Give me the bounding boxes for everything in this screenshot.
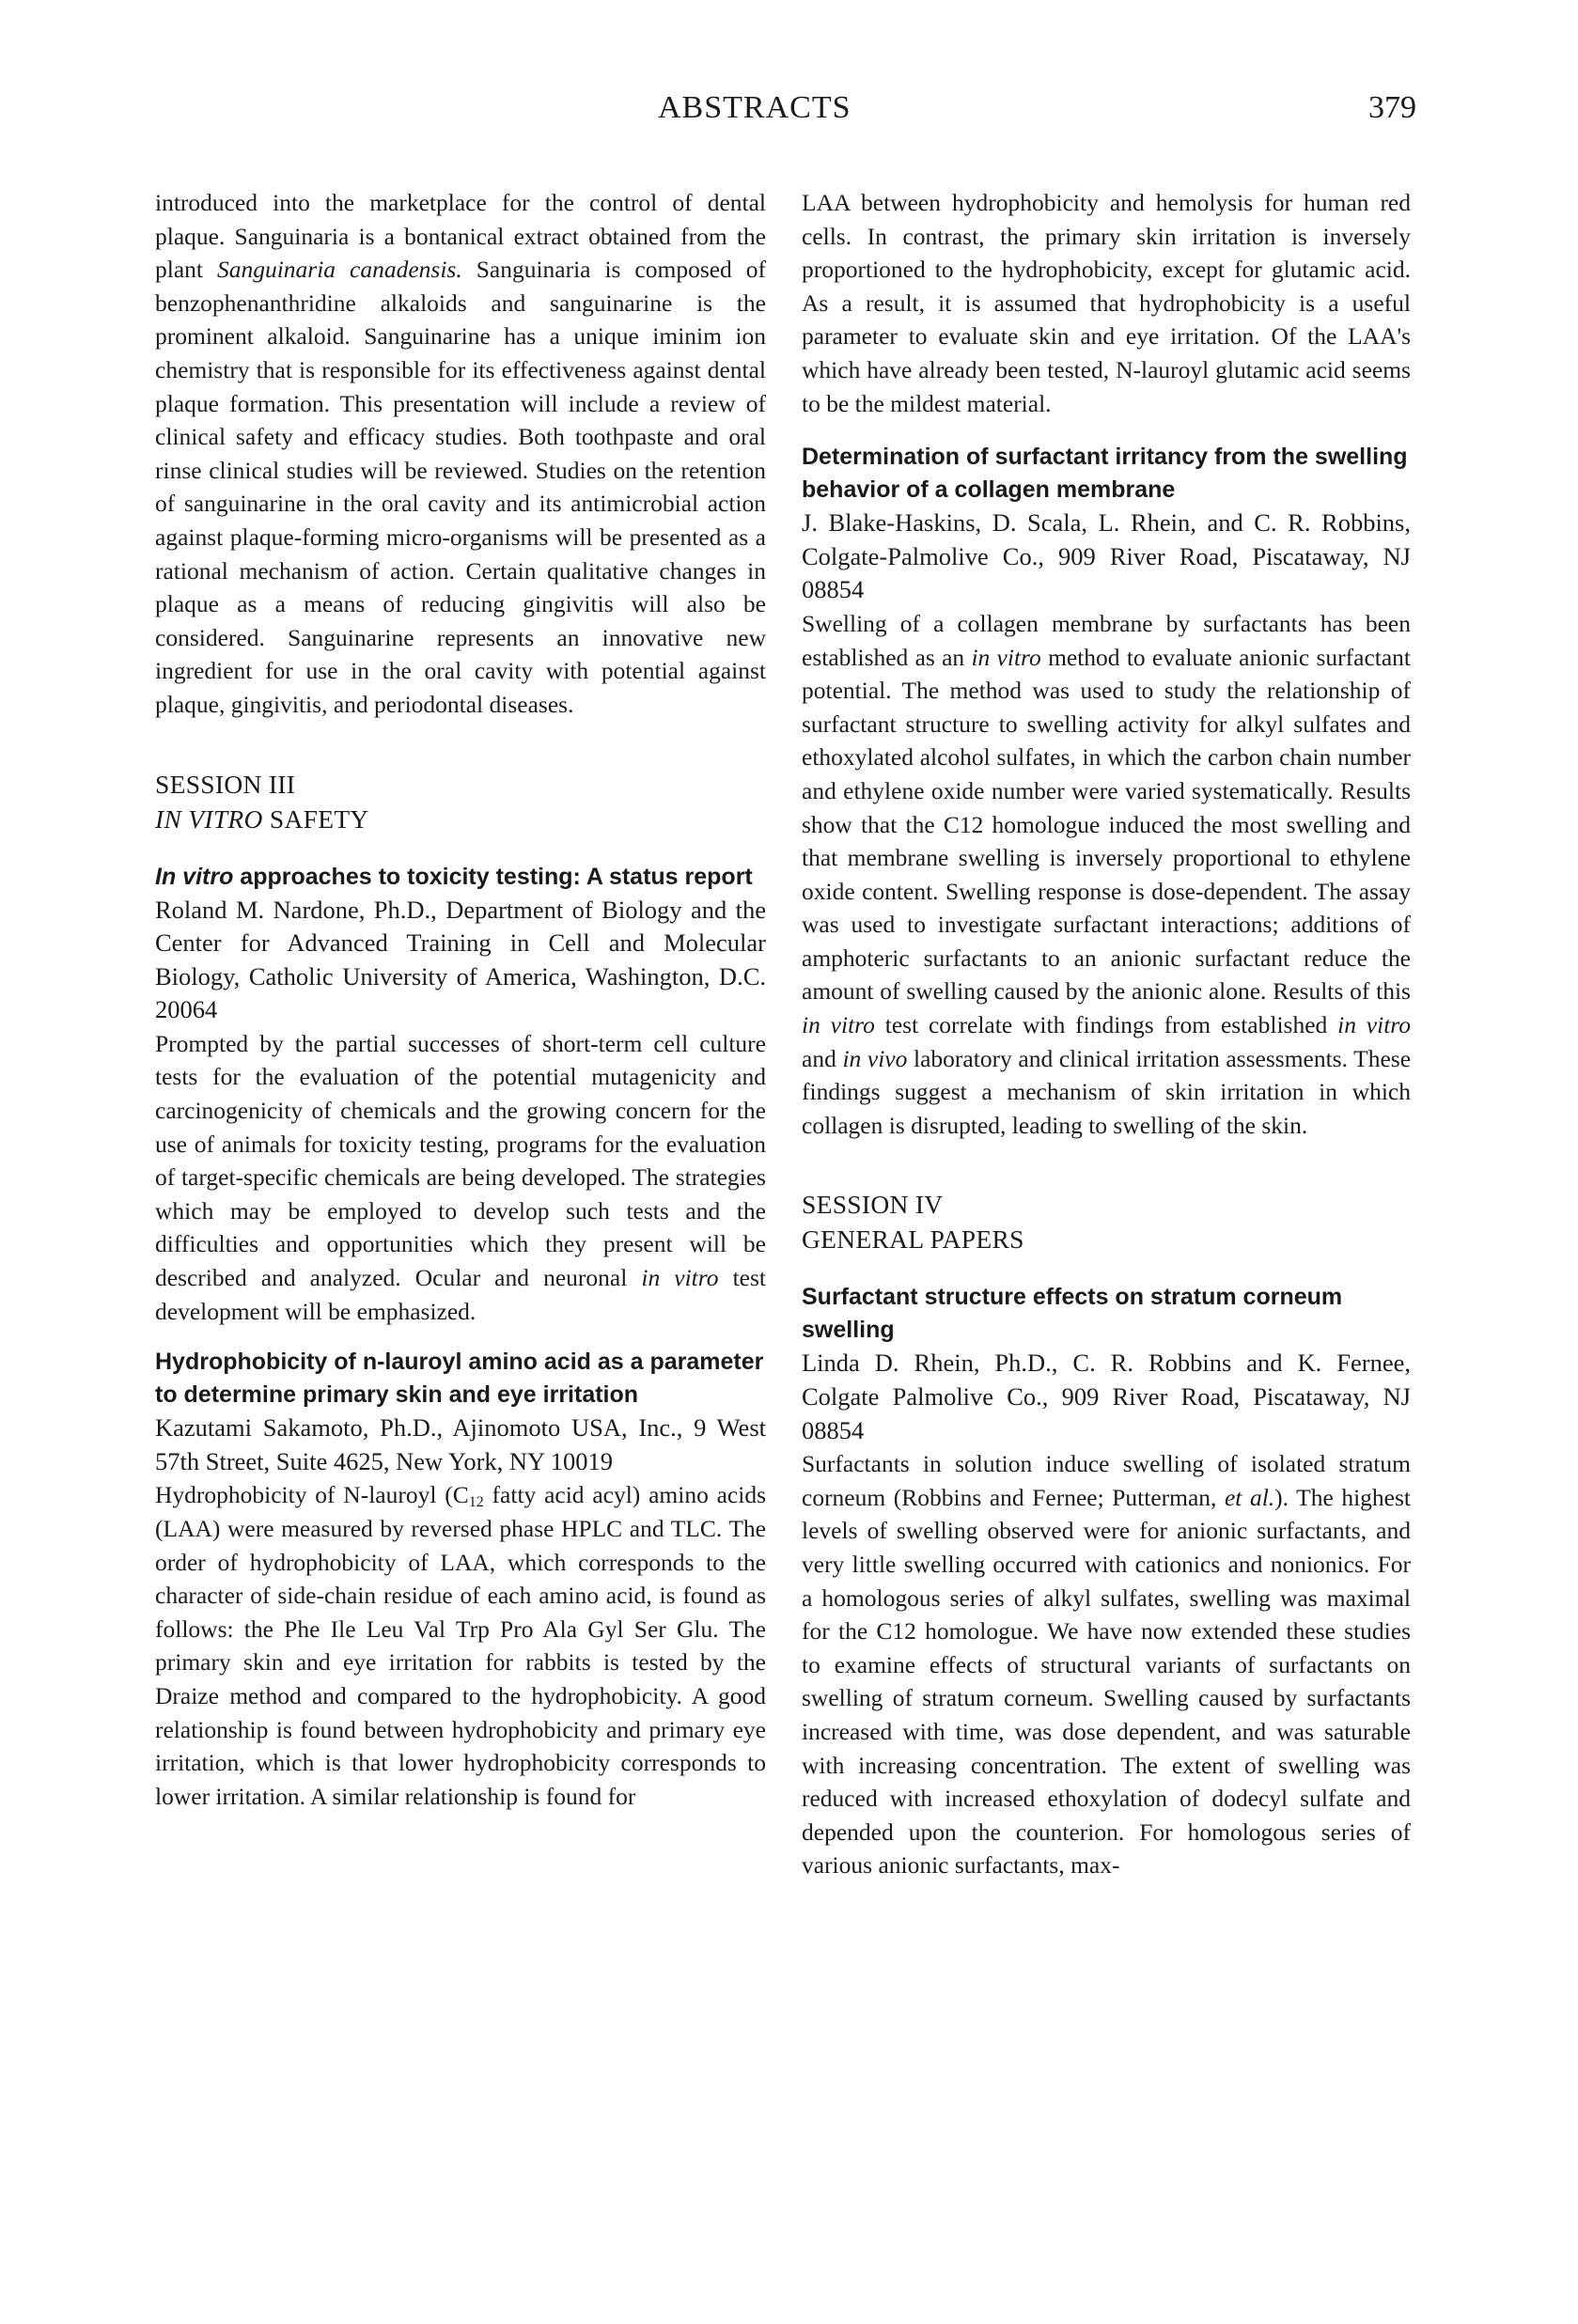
- subscript: 12: [468, 1494, 484, 1511]
- text-run: fatty acid acyl) amino acids (LAA) were measured by reversed phase HPLC and TLC. The order of hydrophobicity of LAA, which corresponds to the character of side-chain residue of each amino acid, is found as follows: the Phe Ile Leu Val Trp Pro Ala Gyl Ser Glu. The primary skin and eye irritation for rabbits is tested by the Draize method and compared to the hydrophobicity. A good relationship is found between hydrophobicity and primary eye irritation, which is that lower hydrophobicity corresponds to lower irritation. A similar relationship is found for: [155, 1481, 767, 1810]
- abstract-title-italic: In vitro: [155, 863, 234, 890]
- italic-run: in vivo: [842, 1044, 908, 1072]
- text-run: Sanguinaria is composed of benzophenanthridine alkaloids and sanguinarine is the prominent alkaloid. Sanguinarine has a unique iminim ion chemistry that is responsible for its effectiveness against dental plaque formation. This presentation will include a review of clinical safety and efficacy studies. Both toothpaste and oral rinse clinical studies will be reviewed. Studies on the retention of sanguinarine in the oral cavity and its antimicrobial action against plaque-forming micro-organisms will be presented as a rational mechanism of action. Certain qualitative changes in plaque as a means of reducing gingivitis will also be considered. Sanguinarine represents an innovative new ingredient for use in the oral cavity with potential against plaque, gingivitis, and periodontal diseases.: [155, 256, 767, 718]
- session-number: SESSION III: [155, 769, 296, 799]
- italic-run: in vitro: [1337, 1011, 1412, 1039]
- continued-abstract-paragraph: [155, 186, 766, 722]
- text-run: Swelling of a collagen membrane by surfactants has been established as an: [802, 609, 1411, 671]
- text-run: ). The highest levels of swelling observed were for anionic surfactants, and very little swelling occurred with cationics and nonionics. For a homologous series of alkyl sulfates, swelling was maximal for the C12 homologue. We have now extended these studies to examine effects of structural variants of surfactants on swelling of stratum corneum. Swelling caused by surfactants increased with time, was dose dependent, and was saturable with increasing concentration. The extent of swelling was reduced with increased ethoxylation of dodecyl sulfate and depended upon the counterion. For homologous series of various anionic surfactants, max-: [802, 1483, 1411, 1879]
- session-title: GENERAL PAPERS: [802, 1224, 1024, 1255]
- left-column: [155, 186, 766, 1831]
- session-number: SESSION IV: [802, 1190, 944, 1220]
- italic-run: in vitro: [802, 1011, 875, 1039]
- species-name-italic: Sanguinaria canadensis.: [216, 256, 462, 284]
- abstract-body: [155, 1478, 766, 1813]
- abstract-title: Surfactant structure effects on stratum corneum swelling: [802, 1284, 1343, 1344]
- text-run: method to evaluate anionic surfactant potential. The method was used to study the relationship of surfactant structure to swelling activity for alkyl sulfates and ethoxylated alcohol sulfates, in which the carbon chain number and ethylene oxide number were varied systematically. Results show that the C12 homologue induced the most swelling and that membrane swelling is inversely proportional to ethylene oxide content. Swelling response is dose-dependent. The assay was used to investigate surfactant interactions; additions of amphoteric surfactants to an anionic surfactant reduce the amount of swelling caused by the anionic alone. Results of this: [802, 643, 1412, 1006]
- session-title: [155, 802, 766, 836]
- running-head: [0, 90, 1578, 137]
- continued-abstract-paragraph: LAA between hydrophobicity and hemolysis for human red cells. In contrast, the primary skin irritation is inversely proportioned to the hydrophobicity, except for glutamic acid. As a result, it is assumed that hydrophobicity is a useful parameter to evaluate skin and eye irritation. Of the LAA's which have already been tested, N-lauroyl glutamic acid seems to be the mildest material.: [802, 189, 1411, 417]
- running-head-title: ABSTRACTS: [658, 90, 851, 125]
- text-run: introduced into the marketplace for the control of dental plaque. Sanguinaria is a bontanical extract obtained from the plant: [155, 189, 766, 284]
- text-run: Hydrophobicity of N-lauroyl (C: [155, 1481, 469, 1509]
- abstract-authors: Linda D. Rhein, Ph.D., C. R. Robbins and K. Fernee, Colgate Palmolive Co., 909 River Road, Piscataway, NJ 08854: [802, 1349, 1411, 1444]
- abstract-title: [155, 861, 766, 894]
- text-run: laboratory and clinical irritation assessments. These findings suggest a mechanism of skin irritation in which collagen is disrupted, leading to swelling of the skin.: [802, 1044, 1412, 1139]
- page-number: 379: [1368, 90, 1416, 125]
- text-run: and: [802, 1044, 836, 1072]
- abstract-authors: Kazutami Sakamoto, Ph.D., Ajinomoto USA, Inc., 9 West 57th Street, Suite 4625, New York, NY 10019: [155, 1413, 766, 1475]
- right-column: [802, 186, 1411, 1900]
- italic-run: in vitro: [641, 1264, 719, 1292]
- text-run: test development will be emphasized.: [155, 1264, 766, 1325]
- abstract-body: [802, 1447, 1411, 1882]
- italic-run: in vitro: [971, 643, 1041, 671]
- session-title-rest: SAFETY: [269, 803, 369, 834]
- abstract-body: [155, 1027, 766, 1328]
- text-run: test correlate with findings from established: [884, 1011, 1328, 1039]
- abstract-authors: Roland M. Nardone, Ph.D., Department of Biology and the Center for Advanced Training in Cell and Molecular Biology, Catholic University of America, Washington, D.C. 20064: [155, 895, 766, 1024]
- text-run: Prompted by the partial successes of short-term cell culture tests for the evaluation of the potential mutagenicity and carcinogenicity of chemicals and the growing concern for the use of animals for toxicity testing, programs for the evaluation of target-specific chemicals are being developed. The strategies which may be employed to develop such tests and the difficulties and opportunities which they present will be described and analyzed. Ocular and neuronal: [155, 1029, 766, 1292]
- abstract-body: [802, 607, 1411, 1143]
- abstract-title: Hydrophobicity of n-lauroyl amino acid as a parameter to determine primary skin and eye irritation: [155, 1349, 764, 1409]
- session-heading-3: [155, 767, 766, 836]
- abstract-title: Determination of surfactant irritancy from the swelling behavior of a collagen membrane: [802, 444, 1408, 504]
- session-heading-4: [802, 1187, 1411, 1256]
- text-run: Surfactants in solution induce swelling of isolated stratum corneum (Robbins and Fernee; Putterman,: [802, 1450, 1411, 1511]
- abstract-authors: J. Blake-Haskins, D. Scala, L. Rhein, and C. R. Robbins, Colgate-Palmolive Co., 909 River Road, Piscataway, NJ 08854: [802, 508, 1411, 604]
- abstract-title-rest: approaches to toxicity testing: A status report: [240, 863, 753, 890]
- italic-run: et al.: [1224, 1483, 1275, 1511]
- session-title-italic: IN VITRO: [155, 803, 263, 834]
